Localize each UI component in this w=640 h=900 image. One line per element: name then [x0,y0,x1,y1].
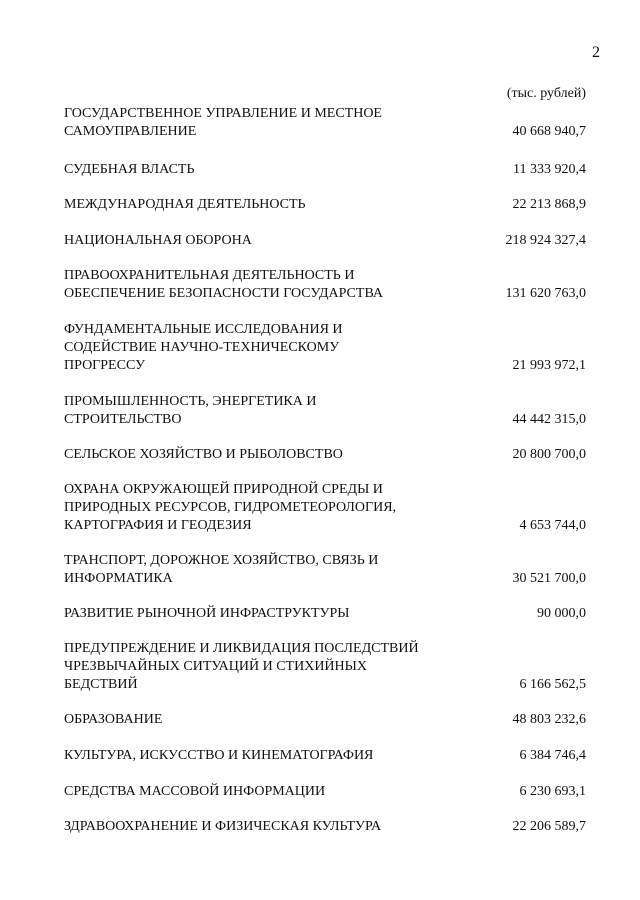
row-value: 44 442 315,0 [512,412,586,427]
row-value: 11 333 920,4 [513,162,586,177]
budget-row [64,605,586,623]
row-label: ОХРАНА ОКРУЖАЮЩЕЙ ПРИРОДНОЙ СРЕДЫ И ПРИРОДНЫХ РЕСУРСОВ, ГИДРОМЕТЕОРОЛОГИЯ, КАРТОГРАФИЯ И ГЕОДЕЗИЯ [64,482,397,533]
row-value: 21 993 972,1 [512,358,586,373]
row-label: МЕЖДУНАРОДНАЯ ДЕЯТЕЛЬНОСТЬ [64,197,306,212]
budget-row [64,446,586,464]
row-label: ПРЕДУПРЕЖДЕНИЕ И ЛИКВИДАЦИЯ ПОСЛЕДСТВИЙ ЧРЕЗВЫЧАЙНЫХ СИТУАЦИЙ И СТИХИЙНЫХ БЕДСТВИЙ [64,641,419,692]
row-label: СУДЕБНАЯ ВЛАСТЬ [64,162,195,177]
budget-row [64,393,586,429]
row-label: ПРАВООХРАНИТЕЛЬНАЯ ДЕЯТЕЛЬНОСТЬ И ОБЕСПЕЧЕНИЕ БЕЗОПАСНОСТИ ГОСУДАРСТВА [64,268,384,301]
budget-row [64,818,586,836]
row-label: ЗДРАВООХРАНЕНИЕ И ФИЗИЧЕСКАЯ КУЛЬТУРА [64,819,382,834]
row-value: 22 206 589,7 [512,819,586,834]
row-value: 4 653 744,0 [519,518,586,533]
row-label: СЕЛЬСКОЕ ХОЗЯЙСТВО И РЫБОЛОВСТВО [64,447,343,462]
budget-row [64,267,586,303]
row-label: СРЕДСТВА МАССОВОЙ ИНФОРМАЦИИ [64,784,326,799]
row-label: ПРОМЫШЛЕННОСТЬ, ЭНЕРГЕТИКА И СТРОИТЕЛЬСТВО [64,394,317,427]
row-value: 48 803 232,6 [512,712,586,727]
budget-row [64,481,586,535]
page-number: 2 [592,44,600,61]
row-label: НАЦИОНАЛЬНАЯ ОБОРОНА [64,233,252,248]
row-label: ГОСУДАРСТВЕННОЕ УПРАВЛЕНИЕ И МЕСТНОЕ САМОУПРАВЛЕНИЕ [64,106,382,139]
row-label: ФУНДАМЕНТАЛЬНЫЕ ИССЛЕДОВАНИЯ И СОДЕЙСТВИЕ НАУЧНО-ТЕХНИЧЕСКОМУ ПРОГРЕССУ [64,322,343,373]
units-label: (тыс. рублей) [506,86,586,101]
budget-row [64,783,586,801]
row-label: КУЛЬТУРА, ИСКУССТВО И КИНЕМАТОГРАФИЯ [64,748,374,763]
budget-row [64,552,586,588]
budget-row [64,747,586,765]
row-value: 6 166 562,5 [519,677,586,692]
row-value: 6 230 693,1 [519,784,586,799]
budget-row [64,711,586,729]
budget-row [64,232,586,250]
row-value: 20 800 700,0 [512,447,586,462]
row-label: РАЗВИТИЕ РЫНОЧНОЙ ИНФРАСТРУКТУРЫ [64,606,350,621]
budget-row [64,161,586,179]
budget-row [64,196,586,214]
row-value: 90 000,0 [537,606,586,621]
row-value: 30 521 700,0 [512,571,586,586]
budget-row [64,105,586,141]
row-value: 40 668 940,7 [512,124,586,139]
row-value: 218 924 327,4 [505,233,586,248]
budget-row [64,640,586,694]
row-value: 22 213 868,9 [512,197,586,212]
row-label: ТРАНСПОРТ, ДОРОЖНОЕ ХОЗЯЙСТВО, СВЯЗЬ И ИНФОРМАТИКА [64,553,379,586]
row-value: 131 620 763,0 [505,286,586,301]
row-label: ОБРАЗОВАНИЕ [64,712,163,727]
budget-row [64,321,586,375]
row-value: 6 384 746,4 [519,748,586,763]
